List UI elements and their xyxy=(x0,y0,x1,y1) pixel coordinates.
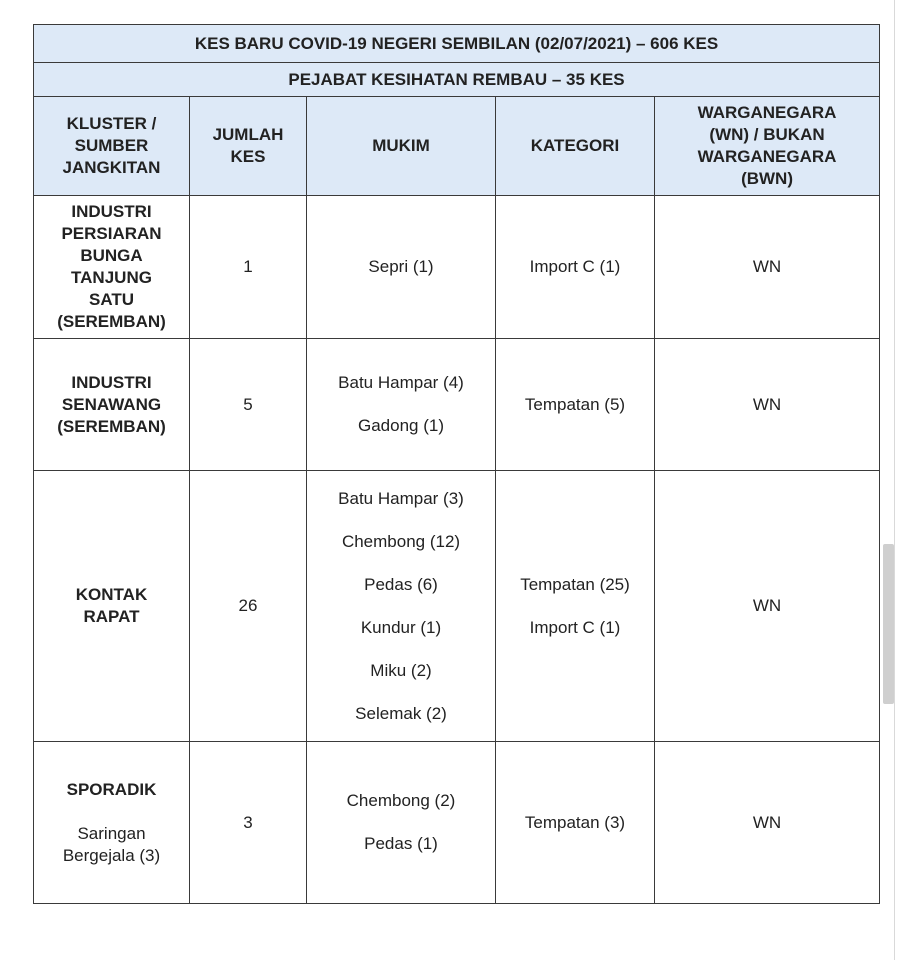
table-row xyxy=(34,196,880,339)
page-edge-line xyxy=(894,0,895,960)
table-row xyxy=(34,339,880,471)
col-header-citizen: WARGANEGARA (WN) / BUKAN WARGANEGARA (BWN) xyxy=(655,97,880,196)
subtitle-row xyxy=(34,63,880,97)
count-cell: 5 xyxy=(190,339,307,471)
cluster-cell: SPORADIK Saringan Bergejala (3) xyxy=(34,742,190,904)
title-row xyxy=(34,25,880,63)
kategori-cell: Tempatan (25) Import C (1) xyxy=(496,471,655,742)
count-cell: 1 xyxy=(190,196,307,339)
cluster-cell: KONTAK RAPAT xyxy=(34,471,190,742)
mukim-cell: Sepri (1) xyxy=(307,196,496,339)
count-cell: 26 xyxy=(190,471,307,742)
citizen-cell: WN xyxy=(655,742,880,904)
col-header-mukim: MUKIM xyxy=(307,97,496,196)
covid-cases-table xyxy=(33,24,880,904)
table-subtitle: PEJABAT KESIHATAN REMBAU – 35 KES xyxy=(34,63,880,97)
col-header-kategori: KATEGORI xyxy=(496,97,655,196)
scrollbar-thumb[interactable] xyxy=(883,544,894,704)
table-row xyxy=(34,742,880,904)
table-title: KES BARU COVID-19 NEGERI SEMBILAN (02/07/2021) – 606 KES xyxy=(34,25,880,63)
cluster-cell: INDUSTRI PERSIARAN BUNGA TANJUNG SATU (SEREMBAN) xyxy=(34,196,190,339)
col-header-count: JUMLAH KES xyxy=(190,97,307,196)
kategori-cell: Tempatan (5) xyxy=(496,339,655,471)
citizen-cell: WN xyxy=(655,196,880,339)
kategori-cell: Import C (1) xyxy=(496,196,655,339)
col-header-cluster: KLUSTER / SUMBER JANGKITAN xyxy=(34,97,190,196)
column-header-row xyxy=(34,97,880,196)
citizen-cell: WN xyxy=(655,471,880,742)
mukim-cell: Batu Hampar (3) Chembong (12) Pedas (6) Kundur (1) Miku (2) Selemak (2) xyxy=(307,471,496,742)
mukim-cell: Chembong (2) Pedas (1) xyxy=(307,742,496,904)
table-row xyxy=(34,471,880,742)
count-cell: 3 xyxy=(190,742,307,904)
citizen-cell: WN xyxy=(655,339,880,471)
kategori-cell: Tempatan (3) xyxy=(496,742,655,904)
cluster-cell: INDUSTRI SENAWANG (SEREMBAN) xyxy=(34,339,190,471)
mukim-cell: Batu Hampar (4) Gadong (1) xyxy=(307,339,496,471)
